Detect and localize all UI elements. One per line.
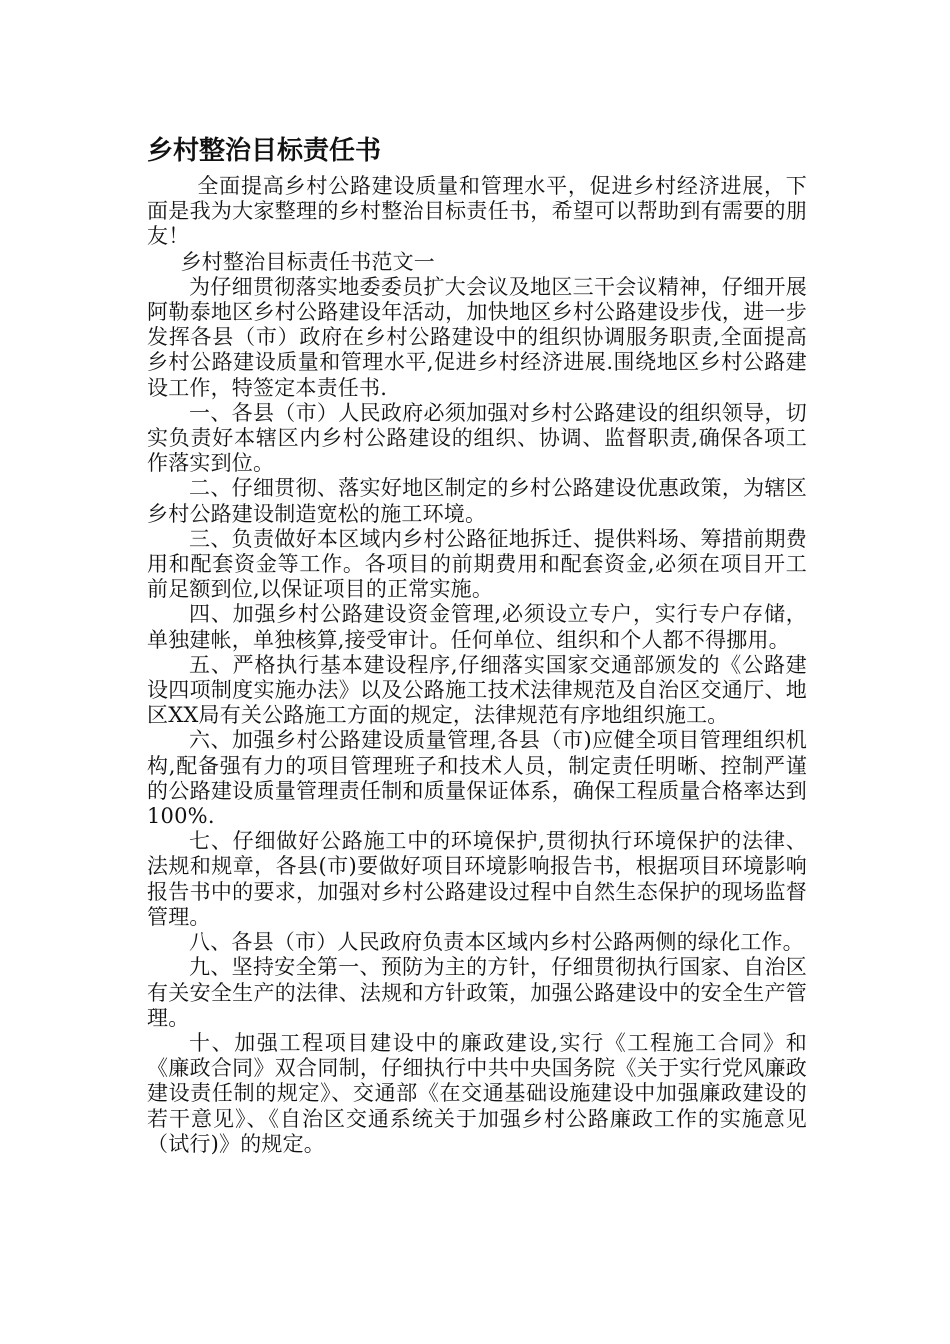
clause-3: 三、负责做好本区域内乡村公路征地拆迁、提供料场、筹措前期费用和配套资金等工作。各项目的前期费用和配套资金,必须在项目开工前足额到位,以保证项目的正常实施。 bbox=[147, 526, 807, 602]
clause-7: 七、仔细做好公路施工中的环境保护,贯彻执行环境保护的法律、法规和规章，各县(市)要做好项目环境影响报告书，根据项目环境影响报告书中的要求，加强对乡村公路建设过程中自然生态保护的现场监督管理。 bbox=[147, 829, 807, 929]
clause-6: 六、加强乡村公路建设质量管理,各县（市)应健全项目管理组织机构,配备强有力的项目管理班子和技术人员，制定责任明晰、控制严谨的公路建设质量管理责任制和质量保证体系，确保工程质量合格率达到100%. bbox=[147, 728, 807, 829]
document-body bbox=[147, 136, 807, 1157]
clause-5: 五、严格执行基本建设程序,仔细落实国家交通部颁发的《公路建设四项制度实施办法》以及公路施工技术法律规范及自治区交通厅、地区XX局有关公路施工方面的规定，法律规范有序地组织施工。 bbox=[147, 652, 807, 728]
clause-8: 八、各县（市）人民政府负责本区域内乡村公路两侧的绿化工作。 bbox=[189, 930, 804, 955]
intro-paragraph: 全面提高乡村公路建设质量和管理水平，促进乡村经济进展，下面是我为大家整理的乡村整治目标责任书，希望可以帮助到有需要的朋友！ bbox=[147, 174, 807, 249]
clause-1: 一、各县（市）人民政府必须加强对乡村公路建设的组织领导，切实负责好本辖区内乡村公路建设的组织、协调、监督职责,确保各项工作落实到位。 bbox=[147, 400, 807, 476]
preamble-paragraph: 为仔细贯彻落实地委委员扩大会议及地区三干会议精神，仔细开展阿勒泰地区乡村公路建设年活动，加快地区乡村公路建设步伐，进一步发挥各县（市）政府在乡村公路建设中的组织协调服务职责,全面提高乡村公路建设质量和管理水平,促进乡村经济进展.围绕地区乡村公路建设工作，特签定本责任书. bbox=[147, 274, 807, 400]
section-subtitle: 乡村整治目标责任书范文一 bbox=[180, 249, 435, 274]
clause-9: 九、坚持安全第一、预防为主的方针，仔细贯彻执行国家、自治区有关安全生产的法律、法规和方针政策，加强公路建设中的安全生产管理。 bbox=[147, 955, 807, 1030]
clause-10: 十、加强工程项目建设中的廉政建设,实行《工程施工合同》和《廉政合同》双合同制，仔细执行中共中央国务院《关于实行党风廉政建设责任制的规定》、交通部《在交通基础设施建设中加强廉政建设的若干意见》、《自治区交通系统关于加强乡村公路廉政工作的实施意见（试行)》的规定。 bbox=[147, 1030, 807, 1156]
clause-4: 四、加强乡村公路建设资金管理,必须设立专户，实行专户存储，单独建帐，单独核算,接受审计。任何单位、组织和个人都不得挪用。 bbox=[147, 602, 807, 652]
clause-2: 二、仔细贯彻、落实好地区制定的乡村公路建设优惠政策，为辖区乡村公路建设制造宽松的施工环境。 bbox=[147, 476, 807, 526]
document-title: 乡村整治目标责任书 bbox=[147, 136, 382, 166]
